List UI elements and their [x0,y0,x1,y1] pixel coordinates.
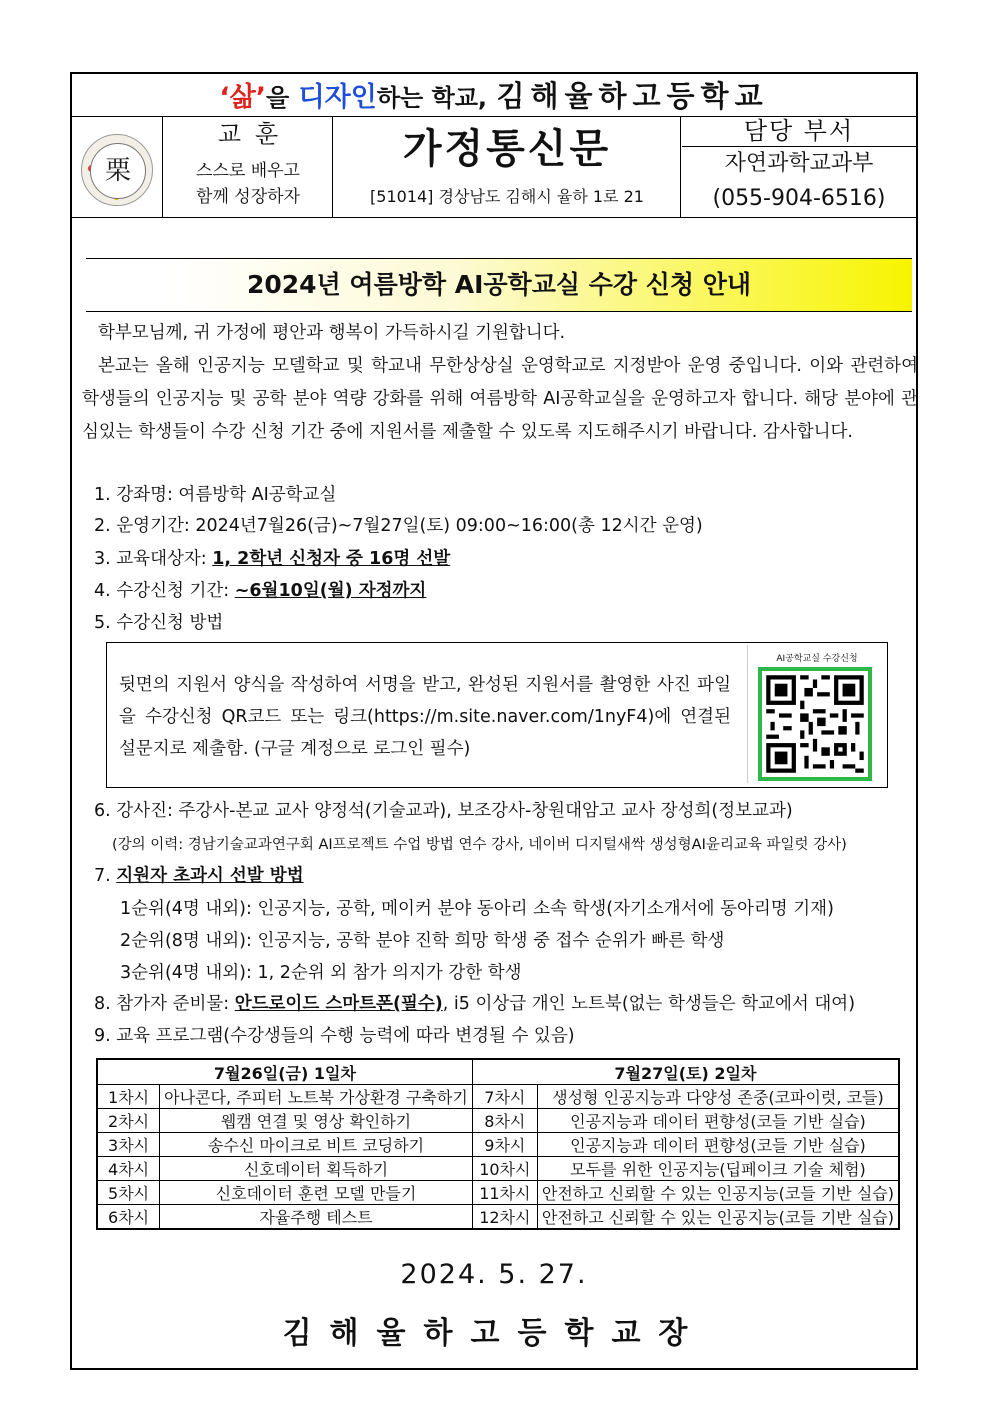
topic-cell: 송수신 마이크로 비트 코딩하기 [160,1133,473,1157]
item-materials-rest: , i5 이상급 개인 노트북(없는 학생들은 학교에서 대여) [442,994,856,1014]
qr-code-icon[interactable] [758,667,872,781]
document-frame [70,72,918,1370]
session-cell: 3차시 [97,1133,160,1157]
day1-header: 7월26일(금) 1일차 [97,1059,472,1085]
topic-cell: 신호데이터 획득하기 [160,1157,473,1181]
header-table [72,116,916,218]
session-cell: 4차시 [97,1157,160,1181]
item-selection-value: 지원자 초과시 선발 방법 [116,866,304,886]
table-row [97,1109,899,1133]
item-target-label: 3. 교육대상자: [94,549,213,569]
item-deadline-value: ~6월10일(월) 자정까지 [234,581,427,601]
item-course-name: 1. 강좌명: 여름방학 AI공학교실 [94,485,337,505]
dept-name: 자연과학교과부 [724,151,874,176]
topic-cell: 생성형 인공지능과 다양성 존중(코파이럿, 코들) [537,1085,899,1109]
item-instructors: 6. 강사진: 주강사-본교 교사 양정석(기술교과), 보조강사-창원대암고 교사 장성희(정보교과) [94,801,793,821]
intro-paragraph: 본교는 올해 인공지능 모델학교 및 학교내 무한상상실 운영학교로 지정받아 운영 중입니다. 이와 관련하여 학생들의 인공지능 및 공학 분야 역량 강화를 위해 여름방학 AI공학교실을 운영하고자 합니다. 해당 분야에 관심있는 학생들이 수강 신청 기간 중에 지원서를 제출할 수 있도록 지도해주시기 바랍니다. 감사합니다. [82,356,918,442]
table-row [97,1205,899,1230]
session-cell: 2차시 [97,1109,160,1133]
item-deadline-label: 4. 수강신청 기간: [94,581,235,601]
item-apply-method: 5. 수강신청 방법 [94,613,224,633]
dept-title: 담당 부서 [682,116,916,147]
school-slogan [72,74,916,117]
topic-cell: 모두를 위한 인공지능(딥페이크 기술 체험) [537,1157,899,1181]
table-row [97,1085,899,1109]
notice-title: 2024년 여름방학 AI공학교실 수강 신청 안내 [86,258,912,312]
slogan-rest: 하는 학교, [376,84,488,112]
item-materials-label: 8. 참가자 준비물: [94,994,235,1014]
rank-1: 1순위(4명 내외): 인공지능, 공학, 메이커 분야 동아리 소속 학생(자기소개서에 동아리명 기재) [120,899,834,919]
motto-line-2: 함께 성장하자 [196,187,300,207]
topic-cell: 안전하고 신뢰할 수 있는 인공지능(코들 기반 실습) [537,1181,899,1205]
motto-cell [164,116,333,217]
topic-cell: 안전하고 신뢰할 수 있는 인공지능(코들 기반 실습) [537,1205,899,1230]
slogan-word-life: ‘삶’ [219,82,266,113]
qr-caption: AI공학교실 수강신청 [776,654,858,664]
rank-2: 2순위(8명 내외): 인공지능, 공학 분야 진학 희망 학생 중 접수 순위가 빠른 학생 [120,931,725,951]
item-program: 9. 교육 프로그램(수강생들의 수행 능력에 따라 변경될 수 있음) [94,1026,575,1046]
session-cell: 7차시 [472,1085,537,1109]
table-row [97,1181,899,1205]
session-cell: 5차시 [97,1181,160,1205]
session-cell: 1차시 [97,1085,160,1109]
program-table-header [97,1059,899,1085]
greeting: 학부모님께, 귀 가정에 평안과 행복이 가득하시길 기원합니다. [98,323,566,343]
item-materials [94,989,855,1019]
item-selection-label: 7. [94,866,117,886]
item-target [94,544,450,574]
dept-cell [682,116,916,217]
doc-title-cell [334,116,681,217]
topic-cell: 웹캠 연결 및 영상 확인하기 [160,1109,473,1133]
school-name: 김해율하고등학교 [496,79,769,113]
topic-cell: 아나콘다, 주피터 노트북 가상환경 구축하기 [160,1085,473,1109]
day2-header: 7월27일(토) 2일차 [472,1059,899,1085]
school-logo-icon: 栗 [81,134,153,206]
slogan-word-design: 디자인 [298,82,377,113]
session-cell: 11차시 [472,1181,537,1205]
item-period: 2. 운영기간: 2024년7월26(금)~7월27일(토) 09:00~16:00(총 12시간 운영) [94,516,703,536]
dept-phone: (055-904-6516) [712,186,886,211]
apply-instructions: 뒷면의 지원서 양식을 작성하여 서명을 받고, 완성된 지원서를 촬영한 사진 파일을 수강신청 QR코드 또는 링크(https://m.site.naver.com/1nyF4)에 연결된 설문지로 제출함. (구글 계정으로 로그인 필수) [119,675,731,759]
apply-box [106,642,888,788]
topic-cell: 인공지능과 데이터 편향성(코들 기반 실습) [537,1109,899,1133]
issue-date: 2024. 5. 27. [400,1259,588,1290]
program-table [96,1058,900,1230]
rank-3: 3순위(4명 내외): 1, 2순위 외 참가 의지가 강한 학생 [120,963,522,983]
table-row [97,1133,899,1157]
motto-line-1: 스스로 배우고 [196,161,300,181]
instructor-history-note: (강의 이력: 경남기술교과연구회 AI프로젝트 수업 방법 연수 강사, 네이버 디지털새싹 생성형AI윤리교육 파일럿 강사) [112,837,847,853]
item-selection [94,861,304,891]
logo-cell [72,116,163,217]
item-deadline [94,576,426,606]
session-cell: 10차시 [472,1157,537,1181]
doc-title: 가정통신문 [402,126,612,172]
school-address: [51014] 경상남도 김해시 율하 1로 21 [370,187,644,206]
topic-cell: 인공지능과 데이터 편향성(코들 기반 실습) [537,1133,899,1157]
principal-signature: 김해율하고등학교장 [282,1316,706,1351]
slogan-particle: 을 [266,84,290,112]
topic-cell: 신호데이터 훈련 모델 만들기 [160,1181,473,1205]
session-cell: 12차시 [472,1205,537,1230]
topic-cell: 자율주행 테스트 [160,1205,473,1230]
qr-panel [747,645,886,783]
session-cell: 9차시 [472,1133,537,1157]
table-row [97,1157,899,1181]
session-cell: 6차시 [97,1205,160,1230]
session-cell: 8차시 [472,1109,537,1133]
motto-title: 교훈 [217,120,293,148]
item-target-value: 1, 2학년 신청자 중 16명 선발 [212,549,451,569]
item-materials-required: 안드로이드 스마트폰(필수) [234,994,443,1014]
